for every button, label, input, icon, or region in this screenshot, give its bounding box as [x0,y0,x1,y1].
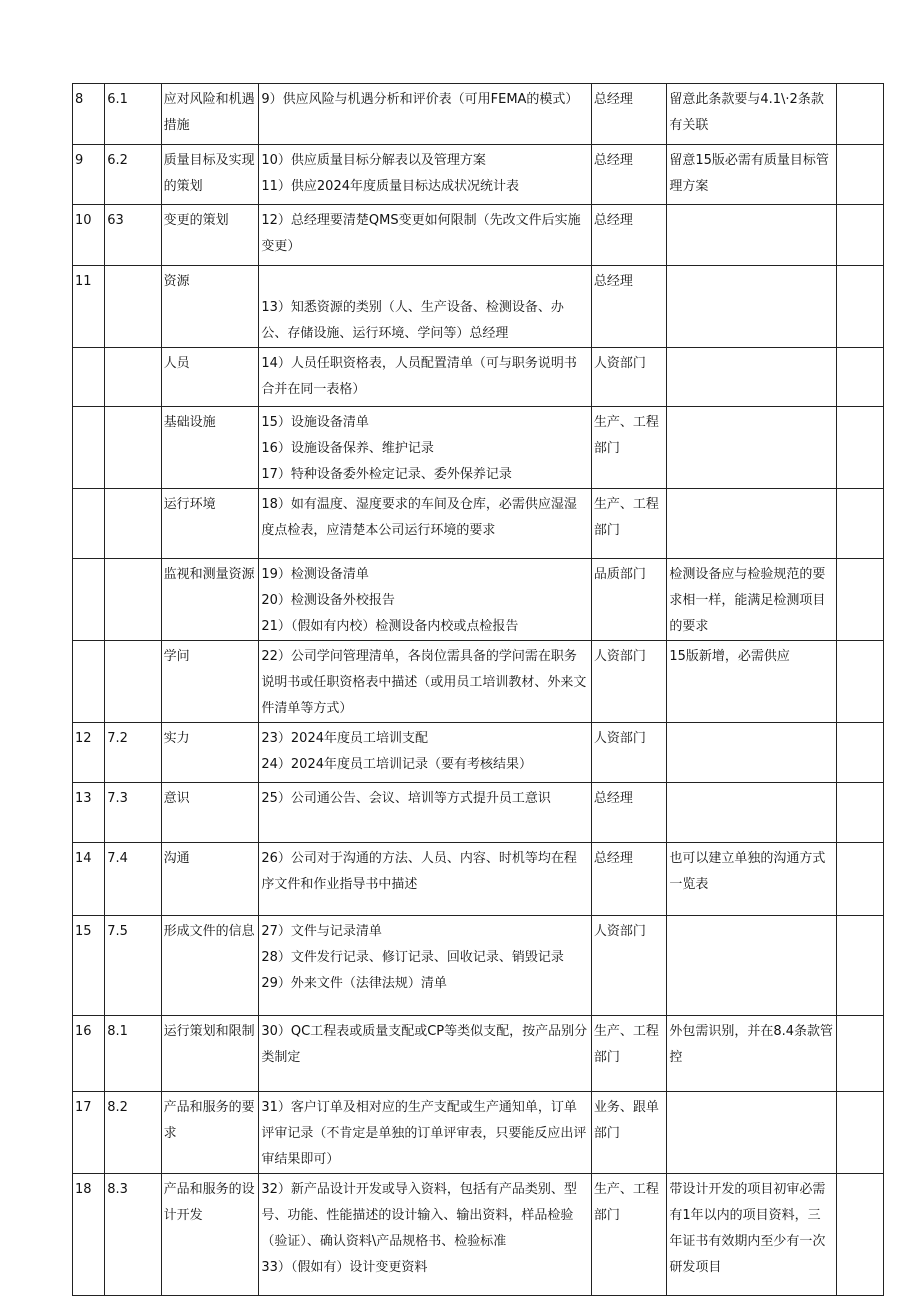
blank-cell [836,145,883,205]
evidence-cell [259,916,591,1016]
blank-cell [836,783,883,843]
row-number-cell: 9 [73,145,105,205]
evidence-line: 21）（假如有内校）检测设备内校或点检报告 [261,619,519,634]
evidence-line: 18）如有温度、湿度要求的车间及仓库，必需供应湿湿度点检表，应清楚本公司运行环境的要求 [261,497,577,538]
row-number-cell [73,407,105,489]
table-row [73,205,884,266]
evidence-line: 28）文件发行记录、修订记录、回收记录、销毁记录 [261,950,564,965]
note-cell: 带设计开发的项目初审必需有1年以内的项目资料，三年证书有效期内至少有一次研发项目 [667,1174,836,1296]
item-cell: 人员 [161,348,259,407]
blank-cell [836,559,883,641]
note-cell: 15版新增，必需供应 [667,641,836,723]
clause-cell: 8.1 [105,1016,161,1092]
item-cell: 质量目标及实现的策划 [161,145,259,205]
clause-cell: 63 [105,205,161,266]
owner-cell: 人资部门 [591,723,667,783]
blank-cell [836,1174,883,1296]
evidence-cell [259,843,591,916]
evidence-line: 13）知悉资源的类别（人、生产设备、检测设备、办公、存储设施、运行环境、学问等）总经理 [261,300,564,341]
table-row [73,348,884,407]
row-number-cell: 12 [73,723,105,783]
owner-cell: 生产、工程部门 [591,1016,667,1092]
clause-cell [105,641,161,723]
clause-cell [105,489,161,559]
owner-cell: 生产、工程部门 [591,407,667,489]
item-cell: 实力 [161,723,259,783]
item-cell: 学问 [161,641,259,723]
table-row [73,916,884,1016]
item-cell: 运行策划和限制 [161,1016,259,1092]
owner-cell: 总经理 [591,266,667,348]
row-number-cell: 13 [73,783,105,843]
table-row [73,1174,884,1296]
row-number-cell: 14 [73,843,105,916]
item-cell: 形成文件的信息 [161,916,259,1016]
blank-cell [836,205,883,266]
evidence-cell [259,559,591,641]
evidence-cell [259,407,591,489]
owner-cell: 人资部门 [591,916,667,1016]
row-number-cell: 16 [73,1016,105,1092]
clause-cell: 6.1 [105,84,161,145]
clause-cell: 8.3 [105,1174,161,1296]
table-body [73,84,884,1296]
evidence-cell [259,489,591,559]
owner-cell: 总经理 [591,145,667,205]
owner-cell: 人资部门 [591,348,667,407]
clause-cell: 7.2 [105,723,161,783]
clause-cell: 7.4 [105,843,161,916]
evidence-line: 9）供应风险与机遇分析和评价表（可用FEMA的模式） [261,92,579,107]
evidence-line: 24）2024年度员工培训记录（要有考核结果） [261,757,532,772]
evidence-cell [259,266,591,348]
note-cell: 留意15版必需有质量目标管理方案 [667,145,836,205]
note-cell [667,348,836,407]
evidence-line: 12）总经理要清楚QMS变更如何限制（先改文件后实施变更） [261,213,581,254]
evidence-cell [259,723,591,783]
clause-cell: 7.3 [105,783,161,843]
blank-cell [836,489,883,559]
blank-cell [836,1016,883,1092]
evidence-line: 17）特种设备委外检定记录、委外保养记录 [261,467,512,482]
audit-checklist-table [72,83,884,1296]
evidence-line: 20）检测设备外校报告 [261,593,395,608]
table-row [73,1092,884,1174]
note-cell [667,407,836,489]
item-cell: 监视和测量资源 [161,559,259,641]
note-cell [667,489,836,559]
row-number-cell [73,489,105,559]
blank-cell [836,641,883,723]
evidence-cell [259,84,591,145]
evidence-line: 23）2024年度员工培训支配 [261,731,428,746]
evidence-line: 22）公司学问管理清单，各岗位需具备的学问需在职务说明书或任职资格表中描述（或用员工培训教材、外来文件清单等方式） [261,649,587,716]
owner-cell: 人资部门 [591,641,667,723]
evidence-cell [259,1174,591,1296]
evidence-cell [259,348,591,407]
clause-cell [105,348,161,407]
blank-cell [836,84,883,145]
owner-cell: 总经理 [591,84,667,145]
evidence-line: 25）公司通公告、会议、培训等方式提升员工意识 [261,791,551,806]
table-row [73,489,884,559]
blank-cell [836,407,883,489]
item-cell: 意识 [161,783,259,843]
note-cell: 留意此条款要与4.1\·2条款有关联 [667,84,836,145]
item-cell: 运行环境 [161,489,259,559]
table-row [73,407,884,489]
note-cell: 外包需识别，并在8.4条款管控 [667,1016,836,1092]
row-number-cell [73,348,105,407]
table-row [73,641,884,723]
row-number-cell: 10 [73,205,105,266]
blank-cell [836,266,883,348]
note-cell [667,205,836,266]
owner-cell: 品质部门 [591,559,667,641]
blank-cell [836,723,883,783]
owner-cell: 总经理 [591,843,667,916]
clause-cell [105,407,161,489]
evidence-line: 10）供应质量目标分解表以及管理方案 [261,153,486,168]
note-cell [667,1092,836,1174]
note-cell [667,723,836,783]
item-cell: 沟通 [161,843,259,916]
evidence-cell [259,783,591,843]
clause-cell: 8.2 [105,1092,161,1174]
item-cell: 变更的策划 [161,205,259,266]
owner-cell: 生产、工程部门 [591,1174,667,1296]
evidence-line: 30）QC工程表或质量支配或CP等类似支配，按产品别分类制定 [261,1024,588,1065]
owner-cell: 总经理 [591,205,667,266]
item-cell: 应对风险和机遇措施 [161,84,259,145]
item-cell: 基础设施 [161,407,259,489]
row-number-cell [73,559,105,641]
table-row [73,1016,884,1092]
table-row [73,559,884,641]
evidence-line: 32）新产品设计开发或导入资料，包括有产品类别、型号、功能、性能描述的设计输入、输出资料，样品检验（验证）、确认资料\产品规格书、检验标准 [261,1182,577,1249]
clause-cell: 7.5 [105,916,161,1016]
note-cell [667,916,836,1016]
evidence-line: 14）人员任职资格表，人员配置清单（可与职务说明书合并在同一表格） [261,356,577,397]
blank-cell [836,348,883,407]
table-row [73,84,884,145]
evidence-cell [259,145,591,205]
row-number-cell: 8 [73,84,105,145]
table-row [73,266,884,348]
evidence-line: 27）文件与记录清单 [261,924,382,939]
evidence-line: 33）（假如有）设计变更资料 [261,1260,428,1275]
evidence-line [261,269,588,295]
blank-cell [836,1092,883,1174]
clause-cell [105,559,161,641]
owner-cell: 生产、工程部门 [591,489,667,559]
item-cell: 产品和服务的要求 [161,1092,259,1174]
evidence-cell [259,205,591,266]
evidence-line: 19）检测设备清单 [261,567,369,582]
table-row [73,783,884,843]
row-number-cell [73,641,105,723]
evidence-cell [259,641,591,723]
row-number-cell: 11 [73,266,105,348]
evidence-line: 15）设施设备清单 [261,415,369,430]
evidence-line: 16）设施设备保养、维护记录 [261,441,434,456]
note-cell [667,783,836,843]
evidence-cell [259,1016,591,1092]
item-cell: 产品和服务的设计开发 [161,1174,259,1296]
evidence-cell [259,1092,591,1174]
table-row [73,723,884,783]
evidence-line: 26）公司对于沟通的方法、人员、内容、时机等均在程序文件和作业指导书中描述 [261,851,577,892]
evidence-line: 31）客户订单及相对应的生产支配或生产通知单，订单评审记录（不肯定是单独的订单评审表，只要能反应出评审结果即可） [261,1100,587,1167]
blank-cell [836,843,883,916]
owner-cell: 总经理 [591,783,667,843]
evidence-line: 11）供应2024年度质量目标达成状况统计表 [261,179,519,194]
evidence-line: 29）外来文件（法律法规）清单 [261,976,447,991]
item-cell: 资源 [161,266,259,348]
clause-cell: 6.2 [105,145,161,205]
table-row [73,843,884,916]
clause-cell [105,266,161,348]
blank-cell [836,916,883,1016]
note-cell [667,266,836,348]
note-cell: 检测设备应与检验规范的要求相一样，能满足检测项目的要求 [667,559,836,641]
table-row [73,145,884,205]
owner-cell: 业务、跟单部门 [591,1092,667,1174]
note-cell: 也可以建立单独的沟通方式一览表 [667,843,836,916]
row-number-cell: 15 [73,916,105,1016]
row-number-cell: 17 [73,1092,105,1174]
row-number-cell: 18 [73,1174,105,1296]
